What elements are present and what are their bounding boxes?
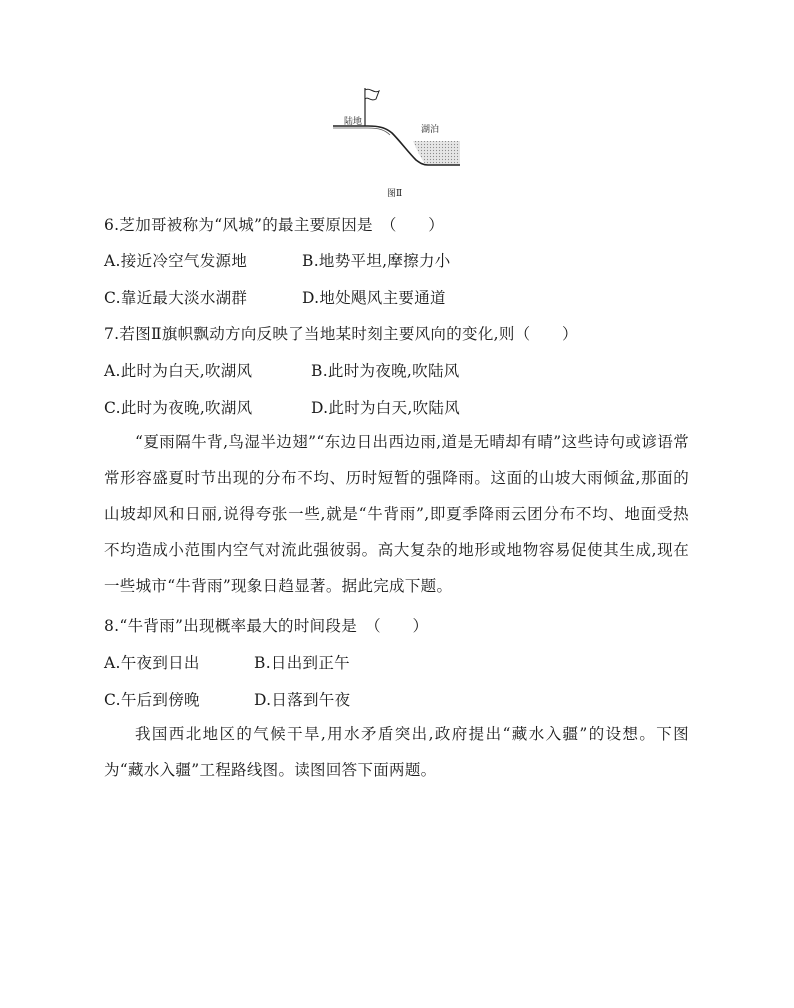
q7-option-d: D.此时为白天,吹陆风 xyxy=(311,399,461,417)
q8-option-c: C.午后到傍晚 xyxy=(104,691,200,709)
question-7-stem: 7.若图Ⅱ旗帜飘动方向反映了当地某时刻主要风向的变化,则（ ） xyxy=(104,325,578,343)
ground-line xyxy=(333,128,390,135)
lake-water xyxy=(413,141,460,165)
q8-option-b: B.日出到正午 xyxy=(254,654,350,672)
passage-zangshuirujiang: 我国西北地区的气候干旱,用水矛盾突出,政府提出“藏水入疆”的设想。下图为“藏水入疆”工程路线图。读图回答下面两题。 xyxy=(104,725,689,779)
question-8-stem: 8.“牛背雨”出现概率最大的时间段是 （ ） xyxy=(104,617,429,635)
q7-option-b: B.此时为夜晚,吹陆风 xyxy=(311,362,460,380)
land-lake-diagram xyxy=(330,86,465,198)
q8-option-d: D.日落到午夜 xyxy=(254,691,351,709)
figure-caption: 图Ⅱ xyxy=(387,189,403,199)
q6-option-b: B.地势平坦,摩擦力小 xyxy=(302,252,451,270)
q7-option-a: A.此时为白天,吹湖风 xyxy=(104,362,253,380)
q7-option-c: C.此时为夜晚,吹湖风 xyxy=(104,399,253,417)
passage-niubeiyu: “夏雨隔牛背,鸟湿半边翅”“东边日出西边雨,道是无晴却有晴”这些诗句或谚语常常形容盛夏时节出现的分布不均、历时短暂的强降雨。这面的山坡大雨倾盆,那面的山坡却风和日丽,说得夸张一些,就是“牛背雨”,即夏季降雨云团分布不均、地面受热不均造成小范围内空气对流此强彼弱。高大复杂的地形或地物容易促使其生成,现在一些城市“牛背雨”现象日趋显著。据此完成下题。 xyxy=(104,433,689,595)
lake-label: 湖泊 xyxy=(421,125,440,135)
flag-icon xyxy=(365,89,379,100)
q8-option-a: A.午夜到日出 xyxy=(104,654,200,672)
q6-option-a: A.接近冷空气发源地 xyxy=(104,252,248,270)
q6-option-d: D.地处飓风主要通道 xyxy=(302,289,446,307)
q6-option-c: C.靠近最大淡水湖群 xyxy=(104,289,248,307)
figure-land-lake xyxy=(330,86,465,198)
question-6-stem: 6.芝加哥被称为“风城”的最主要原因是 （ ） xyxy=(104,216,445,234)
land-label: 陆地 xyxy=(344,117,363,127)
